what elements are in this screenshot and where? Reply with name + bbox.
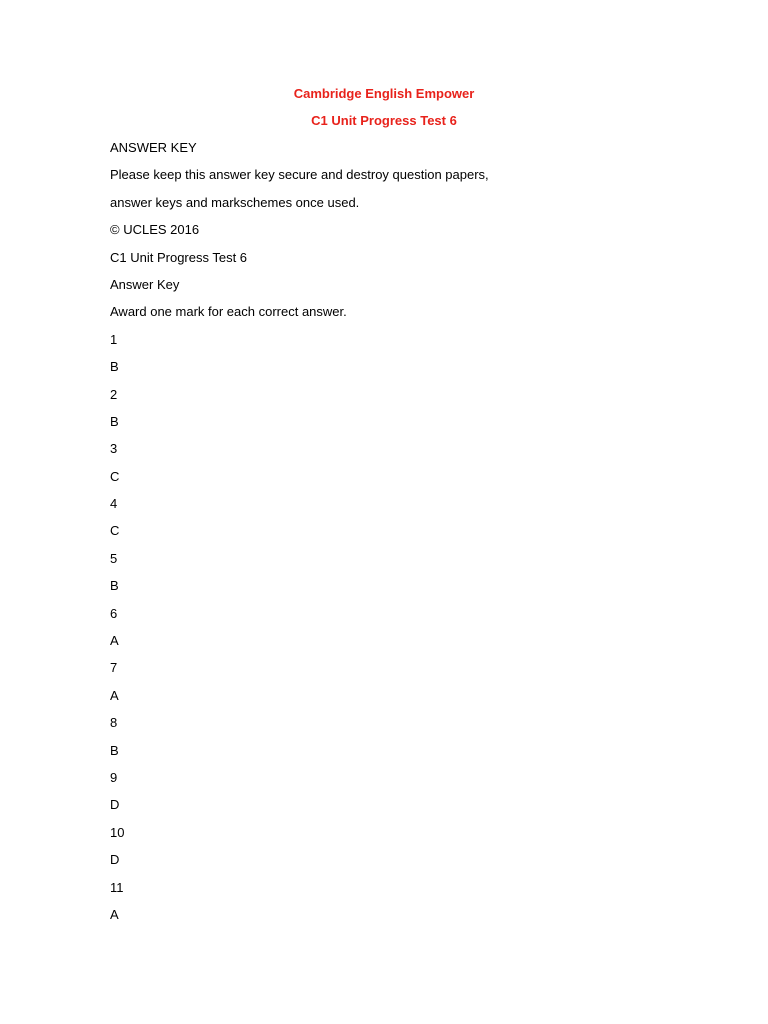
question-answer: A [110, 906, 119, 922]
question-answer: A [110, 633, 119, 649]
security-notice-line-1: Please keep this answer key secure and destroy question papers, [110, 167, 489, 183]
question-number: 6 [110, 605, 118, 621]
test-name: C1 Unit Progress Test 6 [110, 249, 248, 265]
security-notice-line-2: answer keys and markschemes once used. [110, 194, 360, 210]
answer-key-label: Answer Key [110, 276, 180, 292]
question-number: 5 [110, 550, 118, 566]
question-answer: B [110, 578, 119, 594]
document-title: Cambridge English Empower [293, 86, 475, 101]
question-number: 11 [110, 879, 124, 895]
question-number: 1 [110, 331, 118, 347]
question-answer: B [110, 742, 119, 758]
document-body [110, 140, 670, 934]
question-number: 3 [110, 441, 118, 457]
question-answer: C [110, 523, 120, 539]
question-answer: A [110, 687, 119, 703]
question-number: 8 [110, 715, 118, 731]
answer-key-heading: ANSWER KEY [110, 140, 197, 155]
question-answer: D [110, 797, 120, 813]
question-answer: B [110, 413, 119, 429]
question-number: 9 [110, 769, 118, 785]
question-number: 7 [110, 660, 118, 676]
question-number: 2 [110, 386, 118, 402]
question-answer: B [110, 359, 119, 375]
marking-instruction: Award one mark for each correct answer. [110, 304, 347, 320]
question-answer: C [110, 468, 120, 484]
question-answer: D [110, 852, 120, 868]
document-subtitle: C1 Unit Progress Test 6 [311, 113, 457, 128]
question-number: 10 [110, 824, 125, 840]
copyright-notice: © UCLES 2016 [110, 222, 200, 238]
question-number: 4 [110, 496, 118, 512]
